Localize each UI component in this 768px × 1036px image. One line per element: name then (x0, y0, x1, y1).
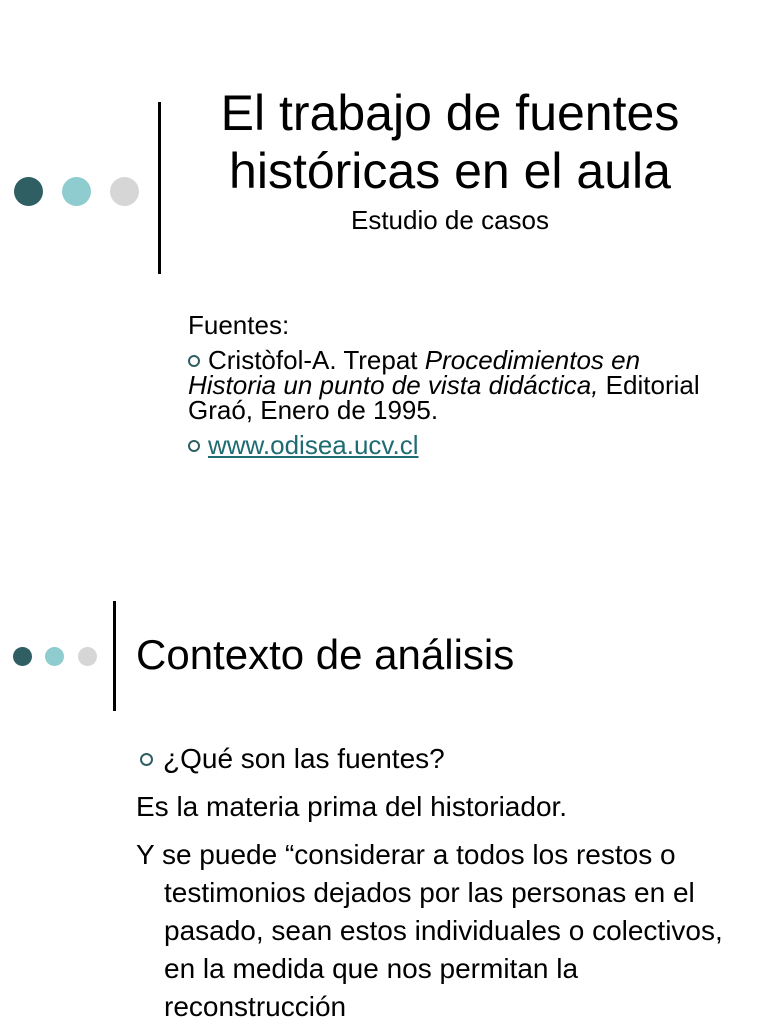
vertical-divider (113, 601, 116, 711)
slide-title: Contexto de análisis (136, 631, 515, 678)
ring-bullet-icon (188, 355, 200, 367)
decorative-dot-dark (14, 177, 43, 206)
slide-title: El trabajo de fuentes históricas en el aula (220, 85, 680, 199)
reference-book-title: Procedimientos en Historia un punto de vista didáctica, (188, 345, 641, 400)
decorative-dot-light (62, 177, 91, 206)
link-item (188, 430, 728, 460)
decorative-dot-light (45, 647, 64, 666)
question-text: ¿Qué son las fuentes? (163, 743, 445, 774)
slide-subtitle: Estudio de casos (350, 205, 549, 235)
slide-2 (0, 560, 768, 1024)
reference-author: Cristòfol-A. Trepat (208, 345, 425, 375)
sources-block (188, 310, 728, 460)
decorative-dot-dark (13, 647, 32, 666)
sources-heading: Fuentes: (188, 310, 290, 340)
ring-bullet-icon (188, 440, 200, 452)
reference-item (188, 345, 728, 425)
ring-bullet-icon (140, 753, 153, 766)
vertical-divider (158, 102, 161, 274)
decorative-dot-gray (78, 647, 97, 666)
decorative-dot-gray (110, 177, 139, 206)
slide-body (136, 740, 736, 1036)
reference-publisher: Editorial Graó, Enero de 1995. (188, 370, 700, 425)
quote-text: Y se puede “considerar a todos los restos o testimonios dejados por las personas en el pasado, sean estos individuales o colectivos, en la medida que nos permitan la reconstrucción (136, 839, 723, 1022)
answer-text: Es la materia prima del historiador. (136, 791, 568, 822)
question-item (136, 740, 736, 778)
website-link[interactable]: www.odisea.ucv.cl (208, 430, 419, 460)
